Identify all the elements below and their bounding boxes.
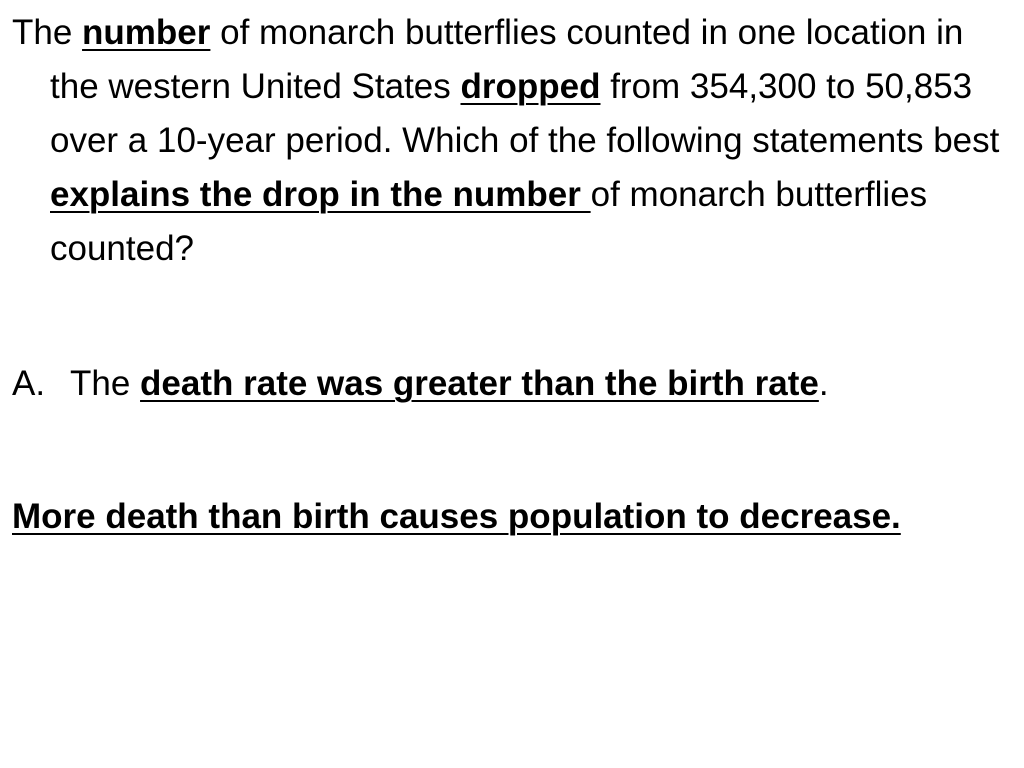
- option-a-letter: A.: [12, 364, 46, 403]
- emphasis-number: number: [82, 13, 211, 52]
- question-text-part: of monarch butterflies counted in one location in the western United States: [50, 13, 964, 106]
- question-text-part: from 354,300 to 50,853 over a 10-year period. Which of the following statements best: [50, 67, 1000, 160]
- emphasis-explains-drop: explains the drop in the number: [50, 175, 591, 214]
- option-a: [12, 357, 1012, 411]
- emphasis-dropped: dropped: [460, 67, 601, 106]
- question-text-part: of monarch butterflies counted?: [50, 175, 928, 268]
- question-text: [12, 6, 1012, 276]
- question-text-part: The: [12, 13, 83, 52]
- answer-statement: More death than birth causes population to decrease.: [12, 497, 901, 536]
- option-a-emphasis: death rate was greater than the birth rate: [140, 364, 819, 403]
- option-a-text-part: .: [818, 364, 829, 403]
- option-a-text-part: The: [70, 364, 141, 403]
